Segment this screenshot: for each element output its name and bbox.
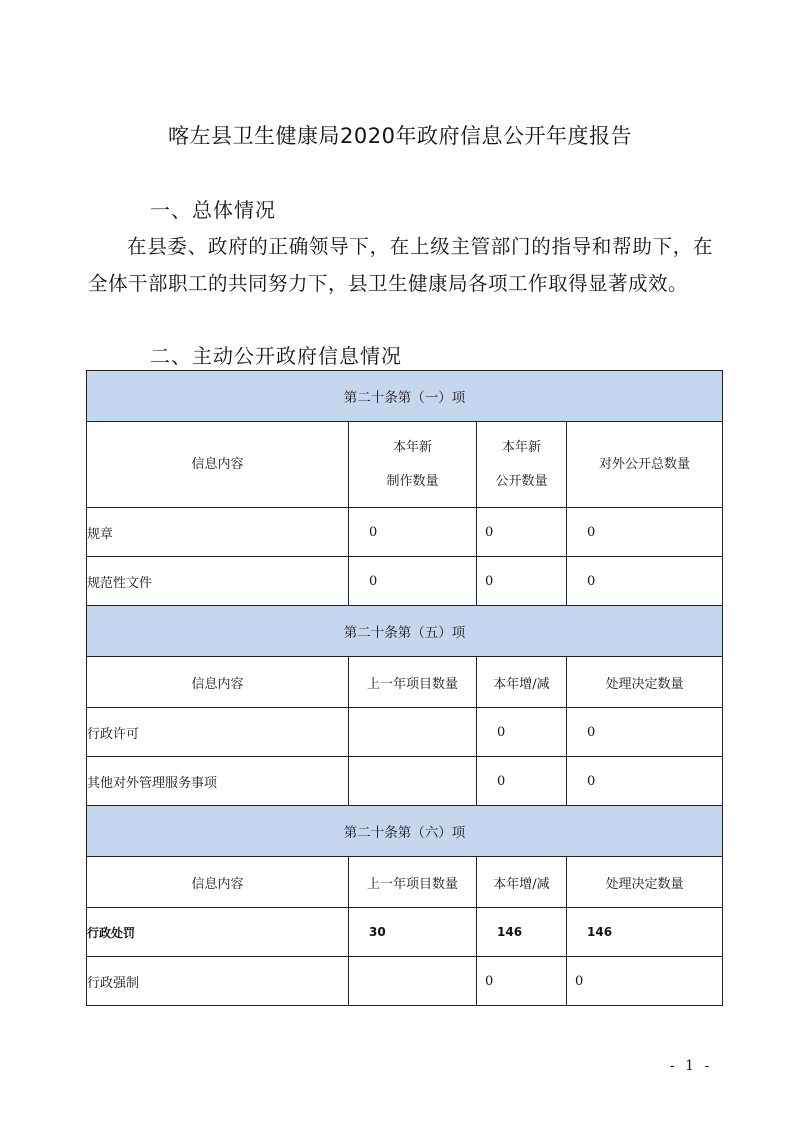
column-header: 上一年项目数量 — [349, 857, 477, 908]
cell-value: 0 — [477, 508, 567, 557]
cell-value: 0 — [567, 508, 723, 557]
section-heading-overview: 一、总体情况 — [150, 198, 276, 222]
column-header: 处理决定数量 — [567, 857, 723, 908]
cell-value — [349, 757, 477, 806]
section-title: 第二十条第（六）项 — [87, 806, 723, 857]
cell-value: 0 — [567, 957, 723, 1006]
table-row — [87, 508, 723, 557]
overview-paragraph: 在县委、政府的正确领导下，在上级主管部门的指导和帮助下，在全体干部职工的共同努力下，县卫生健康局各项工作取得显著成效。 — [88, 235, 713, 295]
cell-value: 146 — [477, 908, 567, 957]
cell-value: 0 — [567, 708, 723, 757]
table-row — [87, 957, 723, 1006]
row-label: 规章 — [87, 508, 349, 557]
section-title: 第二十条第（五）项 — [87, 606, 723, 657]
document-title: 喀左县卫生健康局2020年政府信息公开年度报告 — [168, 124, 632, 148]
cell-value: 0 — [349, 557, 477, 606]
column-header: 本年增/减 — [477, 657, 567, 708]
table-header-row — [87, 422, 723, 508]
column-header-line: 公开数量 — [495, 473, 548, 489]
section-title: 第二十条第（一）项 — [87, 371, 723, 422]
page-number: - 1 - — [670, 1058, 713, 1074]
disclosure-table — [86, 370, 723, 1006]
cell-value: 0 — [477, 557, 567, 606]
table-section-header — [87, 606, 723, 657]
row-label: 行政处罚 — [87, 908, 349, 957]
column-header: 处理决定数量 — [567, 657, 723, 708]
column-header-line: 本年新 — [501, 439, 541, 455]
cell-value: 0 — [477, 708, 567, 757]
table-row — [87, 908, 723, 957]
row-label: 规范性文件 — [87, 557, 349, 606]
row-label: 行政许可 — [87, 708, 349, 757]
table-header-row — [87, 857, 723, 908]
row-label: 其他对外管理服务事项 — [87, 757, 349, 806]
column-header-line: 制作数量 — [386, 473, 439, 489]
row-label: 行政强制 — [87, 957, 349, 1006]
column-header — [477, 422, 567, 508]
column-header-line: 本年新 — [392, 439, 432, 455]
section-heading-disclosure: 二、主动公开政府信息情况 — [150, 344, 402, 368]
column-header: 本年增/减 — [477, 857, 567, 908]
table-header-row — [87, 657, 723, 708]
cell-value — [349, 957, 477, 1006]
cell-value: 30 — [349, 908, 477, 957]
cell-value — [349, 708, 477, 757]
cell-value: 0 — [567, 557, 723, 606]
cell-value: 0 — [477, 757, 567, 806]
table-section-header — [87, 806, 723, 857]
table-section-header — [87, 371, 723, 422]
column-header: 信息内容 — [87, 857, 349, 908]
column-header — [349, 422, 477, 508]
column-header: 上一年项目数量 — [349, 657, 477, 708]
table-row — [87, 708, 723, 757]
table-row — [87, 757, 723, 806]
cell-value: 0 — [477, 957, 567, 1006]
column-header: 对外公开总数量 — [567, 422, 723, 508]
column-header: 信息内容 — [87, 422, 349, 508]
table-row — [87, 557, 723, 606]
cell-value: 0 — [349, 508, 477, 557]
cell-value: 146 — [567, 908, 723, 957]
column-header: 信息内容 — [87, 657, 349, 708]
cell-value: 0 — [567, 757, 723, 806]
